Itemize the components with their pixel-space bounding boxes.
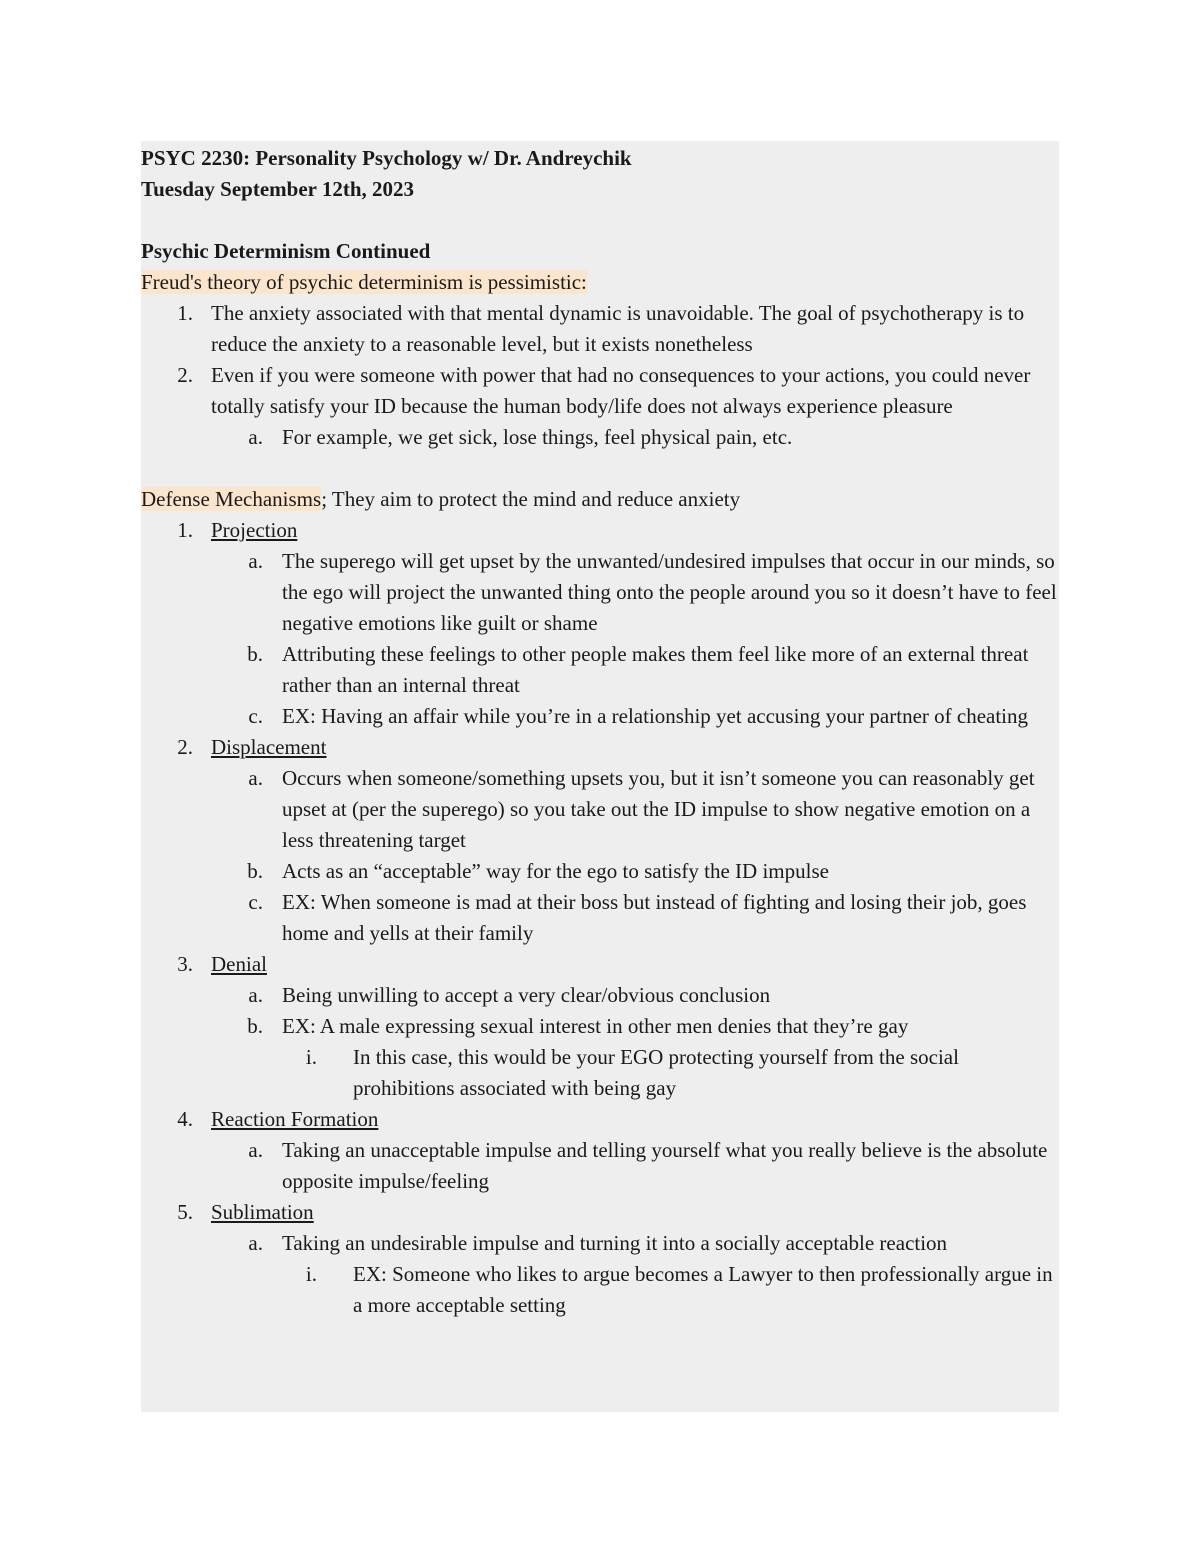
list-marker: a. — [248, 983, 263, 1007]
list-marker: c. — [248, 890, 263, 914]
list-marker: a. — [248, 425, 263, 449]
list-item — [141, 732, 1059, 763]
sub-list-item — [141, 856, 1059, 887]
mechanism-title: Denial — [211, 952, 267, 976]
sub-list-item — [141, 1228, 1059, 1259]
list-marker: i. — [305, 1262, 317, 1286]
document-body — [141, 141, 1059, 1412]
list-marker: b. — [247, 642, 263, 666]
list-marker: 5. — [177, 1200, 193, 1224]
list-item-text: Being unwilling to accept a very clear/obvious conclusion — [282, 983, 771, 1007]
list-marker: 3. — [177, 952, 193, 976]
list-marker: 4. — [177, 1107, 193, 1131]
list-marker: b. — [247, 1014, 263, 1038]
list-item-text: EX: Someone who likes to argue becomes a Lawyer to then professionally argue in a more acceptable setting — [353, 1262, 1053, 1317]
mechanism-title: Projection — [211, 518, 298, 542]
sub-list-item — [141, 763, 1059, 856]
sub-list-item — [141, 1011, 1059, 1042]
list-item — [141, 360, 1059, 422]
mechanism-title: Reaction Formation — [211, 1107, 379, 1131]
list-item-text: The anxiety associated with that mental dynamic is unavoidable. The goal of psychotherapy is to reduce the anxiety to a reasonable level, but it exists nonetheless — [211, 301, 1025, 356]
list-item-text: Acts as an “acceptable” way for the ego to satisfy the ID impulse — [282, 859, 829, 883]
sub-list-item — [141, 639, 1059, 701]
list-item — [141, 298, 1059, 360]
list-marker: a. — [248, 549, 263, 573]
highlighted-text: Freud's theory of psychic determinism is pessimistic: — [141, 270, 587, 294]
list-item-text: Taking an undesirable impulse and turning it into a socially acceptable reaction — [282, 1231, 948, 1255]
lecture-date: Tuesday September 12th, 2023 — [141, 177, 415, 201]
mechanism-title: Sublimation — [211, 1200, 314, 1224]
list-item — [141, 1104, 1059, 1135]
sub-list-item — [141, 546, 1059, 639]
list-marker: c. — [248, 704, 263, 728]
list-marker: a. — [248, 1231, 263, 1255]
list-item-text: EX: A male expressing sexual interest in other men denies that they’re gay — [282, 1014, 909, 1038]
list-item-text: For example, we get sick, lose things, feel physical pain, etc. — [282, 425, 793, 449]
list-marker: 1. — [177, 518, 193, 542]
list-marker: a. — [248, 766, 263, 790]
sub-list-item — [141, 887, 1059, 949]
list-item-text: Taking an unacceptable impulse and telling yourself what you really believe is the absolute opposite impulse/feeling — [282, 1138, 1048, 1193]
sub-list-item — [141, 1135, 1059, 1197]
section-heading: Psychic Determinism Continued — [141, 239, 431, 263]
list-item-text: EX: Having an affair while you’re in a relationship yet accusing your partner of cheating — [282, 704, 1029, 728]
highlighted-text: Defense Mechanisms — [141, 487, 322, 511]
sub-list-item — [141, 422, 1059, 453]
list-marker: 2. — [177, 735, 193, 759]
list-marker: 1. — [177, 301, 193, 325]
list-marker: a. — [248, 1138, 263, 1162]
list-item-text: Occurs when someone/something upsets you, but it isn’t someone you can reasonably get upset at (per the superego) so you take out the ID impulse to show negative emotion on a less threatening target — [282, 766, 1035, 852]
sub-sub-list-item — [141, 1259, 1059, 1321]
defense-mechanisms-intro — [141, 484, 1059, 515]
list-item-text: In this case, this would be your EGO protecting yourself from the social prohibitions associated with being gay — [353, 1045, 959, 1100]
list-marker: 2. — [177, 363, 193, 387]
sub-sub-list-item — [141, 1042, 1059, 1104]
list-item-text: Even if you were someone with power that had no consequences to your actions, you could never totally satisfy your ID because the human body/life does not always experience pleasure — [211, 363, 1031, 418]
list-item-text: The superego will get upset by the unwanted/undesired impulses that occur in our minds, so the ego will project the unwanted thing onto the people around you so it doesn’t have to feel negative emotions like guilt or shame — [282, 549, 1057, 635]
section-intro — [141, 267, 1059, 298]
list-marker: i. — [305, 1045, 317, 1069]
list-item — [141, 515, 1059, 546]
list-item-text: Attributing these feelings to other people makes them feel like more of an external threat rather than an internal threat — [282, 642, 1029, 697]
list-item-text: EX: When someone is mad at their boss but instead of fighting and losing their job, goes home and yells at their family — [282, 890, 1027, 945]
course-title: PSYC 2230: Personality Psychology w/ Dr. Andreychik — [141, 146, 632, 170]
list-item — [141, 949, 1059, 980]
list-marker: b. — [247, 859, 263, 883]
list-item — [141, 1197, 1059, 1228]
sub-list-item — [141, 980, 1059, 1011]
intro-rest: ; They aim to protect the mind and reduce anxiety — [321, 487, 741, 511]
mechanism-title: Displacement — [211, 735, 327, 759]
sub-list-item — [141, 701, 1059, 732]
